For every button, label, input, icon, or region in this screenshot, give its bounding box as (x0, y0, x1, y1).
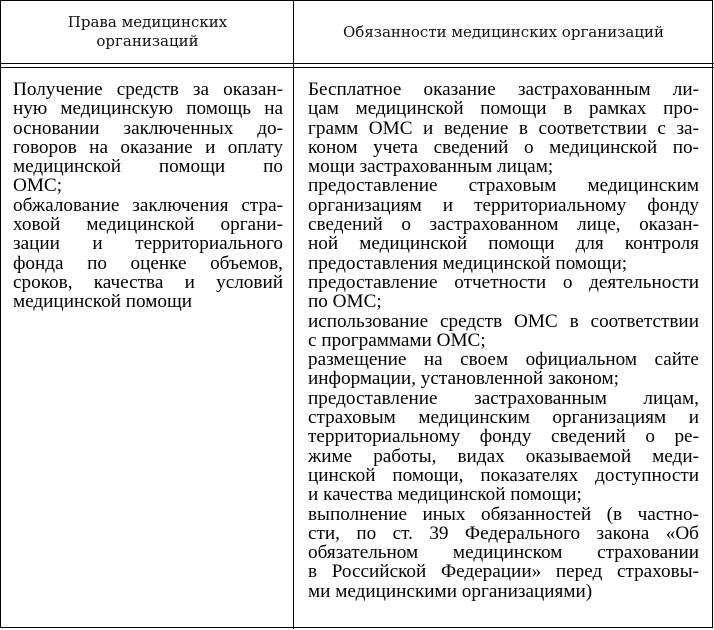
text-line: основании заключенных до- (13, 117, 283, 139)
text-line: цинской помощи, показателях доступности (308, 464, 699, 486)
header-obligations (294, 1, 713, 63)
text-line: в Российской Федерации» перед страховы- (308, 561, 699, 583)
text-line: предоставление отчетности о деятельности (308, 271, 699, 293)
text-line: и качества медицинской помощи; (308, 484, 582, 506)
header-rights (2, 1, 293, 63)
text-line: предоставления медицинской помощи; (308, 252, 628, 274)
text-line: зации и территориального (13, 233, 283, 255)
text-line: Получение средств за оказан- (13, 79, 283, 100)
text-line: ной медицинской помощи для контроля (308, 233, 699, 255)
text-line: фонда по оценке объемов, (13, 252, 283, 274)
header-divider-bottom (1, 67, 714, 68)
text-line: обжалование заключения стра- (13, 194, 283, 216)
text-line: сти, по ст. 39 Федерального закона «Об (308, 522, 699, 544)
text-line: страховым медицинским организациям и (308, 407, 699, 429)
text-line: жиме работы, видах оказываемой меди- (308, 445, 699, 467)
text-line: ховой медицинской органи- (13, 214, 283, 236)
text-line: предоставление страховым медицинским (308, 175, 699, 197)
text-line: выполнение иных обязанностей (в частно- (308, 503, 699, 525)
text-line: по ОМС; (308, 291, 382, 313)
text-line: ную медицинскую помощь на (13, 98, 283, 120)
header-rights-line: Права медицинских (67, 13, 228, 31)
text-line: территориальному фонду сведений о ре- (308, 426, 699, 448)
text-line: медицинской помощи по (13, 156, 283, 178)
text-line: цам медицинской помощи в рамках про- (308, 98, 699, 120)
text-line: мощи застрахованным лицам; (308, 156, 554, 178)
rights-cell (13, 80, 283, 312)
text-line: предоставление застрахованным лицам, (308, 387, 699, 409)
header-rights-line: организаций (96, 32, 199, 50)
text-line: сроков, качества и условий (13, 271, 283, 293)
text-line: говоров на оказание и оплату (13, 136, 283, 158)
header-divider-top (1, 63, 714, 64)
text-line: информации, установленной законом; (308, 368, 619, 390)
text-line: использование средств ОМС в соответствии (308, 310, 699, 332)
column-divider (293, 1, 294, 629)
text-line: организациям и территориальному фонду (308, 194, 699, 216)
text-line: ми медицинскими организациями) (308, 580, 593, 602)
text-line: обязательном медицинском страховании (308, 542, 699, 564)
text-line: с программами ОМС; (308, 329, 486, 351)
obligations-cell (308, 80, 699, 601)
text-line: Бесплатное оказание застрахованным ли- (308, 79, 699, 100)
header-obligations-line: Обязанности медицинских организаций (342, 22, 665, 41)
text-line: коном учета сведений о медицинской по- (308, 136, 699, 158)
text-line: размещение на своем официальном сайте (308, 349, 699, 371)
text-line: ОМС; (13, 175, 63, 197)
text-line: грамм ОМС и ведение в соответствии с за- (308, 117, 699, 139)
text-line: сведений о застрахованном лице, оказан- (308, 214, 699, 236)
text-line: медицинской помощи (13, 291, 193, 313)
